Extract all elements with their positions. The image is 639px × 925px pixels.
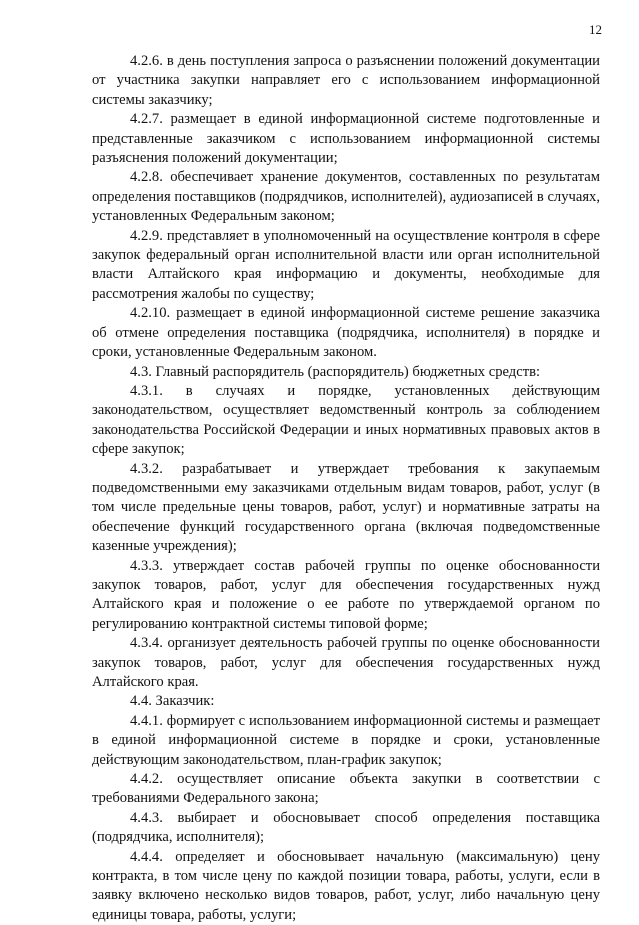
paragraph-4-2-10: 4.2.10. размещает в единой информационной системе решение заказчика об отмене определения поставщика (подрядчика, исполнителя) в порядке и сроки, установленные Федеральным законом. <box>92 305 600 361</box>
document-body <box>92 52 600 925</box>
paragraph-4-3-heading: 4.3. Главный распорядитель (распорядитель) бюджетных средств: <box>130 363 541 380</box>
paragraph-4-4-heading: 4.4. Заказчик: <box>130 693 215 710</box>
paragraph-4-4-4: 4.4.4. определяет и обосновывает начальную (максимальную) цену контракта, в том числе цену по каждой позиции товара, работы, услуги, если в заявку включено несколько видов товаров, работ, услуг, либо начальную цену единицы товара, работы, услуги; <box>92 848 600 923</box>
paragraph-4-4-1: 4.4.1. формирует с использованием информационной системы и размещает в единой информационной системе в порядке и сроки, установленные действующим законодательством, план-график закупок; <box>92 712 600 768</box>
paragraph-4-3-2: 4.3.2. разрабатывает и утверждает требования к закупаемым подведомственными ему заказчиками отдельным видам товаров, работ, услуг (в том числе предельные цены товаров, работ, услуг) и нормативные затраты на обеспечение функций государственного органа (включая подведомственные казенные учреждения); <box>92 460 600 555</box>
paragraph-4-3-3: 4.3.3. утверждает состав рабочей группы по оценке обоснованности закупок товаров, работ, услуг для обеспечения государственных нужд Алтайского края и положение о ее работе по утверждаемой органом по регулированию контрактной системы типовой форме; <box>92 557 600 632</box>
paragraph-4-2-9: 4.2.9. представляет в уполномоченный на осуществление контроля в сфере закупок федеральный орган исполнительной власти или орган исполнительной власти Алтайского края информацию и документы, необходимые для рассмотрения жалобы по существу; <box>92 227 600 302</box>
paragraph-4-4-3: 4.4.3. выбирает и обосновывает способ определения поставщика (подрядчика, исполнителя); <box>92 809 600 846</box>
paragraph-4-3-4: 4.3.4. организует деятельность рабочей группы по оценке обоснованности закупок товаров, работ, услуг для обеспечения государственных нужд Алтайского края. <box>92 635 600 690</box>
paragraph-4-4-2: 4.4.2. осуществляет описание объекта закупки в соответствии с требованиями Федерального закона; <box>92 771 600 807</box>
paragraph-4-2-6: 4.2.6. в день поступления запроса о разъяснении положений документации от участника закупки направляет его с использованием информационной системы заказчику; <box>92 53 600 108</box>
paragraph-4-2-8: 4.2.8. обеспечивает хранение документов, составленных по результатам определения поставщиков (подрядчиков, исполнителей), аудиозаписей в случаях, установленных Федеральным законом; <box>92 169 600 225</box>
paragraph-4-2-7: 4.2.7. размещает в единой информационной системе подготовленные и представленные заказчиком с использованием информационной системы разъяснения положений документации; <box>92 111 600 167</box>
paragraph-4-3-1: 4.3.1. в случаях и порядке, установленных действующим законодательством, осуществляет ведомственный контроль за соблюдением законодательства Российской Федерации и иных нормативных правовых актов в сфере закупок; <box>92 382 600 458</box>
page-number: 12 <box>589 22 602 37</box>
